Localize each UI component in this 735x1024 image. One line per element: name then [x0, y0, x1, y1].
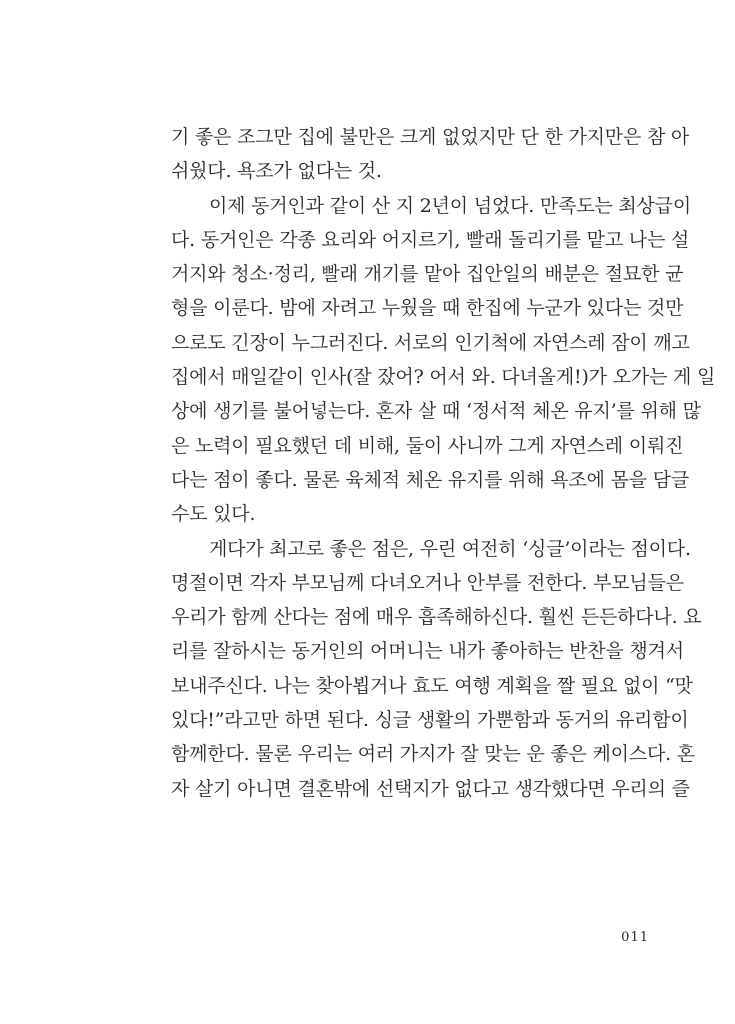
text-line: 거지와 청소·정리, 빨래 개기를 맡아 집안일의 배분은 절묘한 균 — [171, 263, 684, 286]
page-number: 011 — [621, 930, 649, 945]
text-line: 형을 이룬다. 밤에 자려고 누웠을 때 한집에 누군가 있다는 것만 — [171, 297, 684, 320]
text-line: 명절이면 각자 부모님께 다녀오거나 안부를 전한다. 부모님들은 — [171, 571, 684, 594]
text-line: 쉬웠다. 욕조가 없다는 것. — [171, 160, 382, 183]
text-line: 다는 점이 좋다. 물론 육체적 체온 유지를 위해 욕조에 몸을 담글 — [171, 468, 690, 491]
body-text — [171, 120, 716, 806]
text-line: 우리가 함께 산다는 점에 매우 흡족해하신다. 훨씬 든든하다나. 요 — [171, 606, 702, 629]
text-line: 집에서 매일같이 인사(잘 잤어? 어서 와. 다녀올게!)가 오가는 게 일 — [171, 366, 716, 389]
text-line: 상에 생기를 불어넣는다. 혼자 살 때 ‘정서적 체온 유지’를 위해 많 — [171, 400, 701, 423]
text-line: 은 노력이 필요했던 데 비해, 둘이 사니까 그게 자연스레 이뤄진 — [171, 434, 684, 457]
text-line: 보내주신다. 나는 찾아뵙거나 효도 여행 계획을 짤 필요 없이 “맛 — [171, 674, 693, 697]
text-line: 함께한다. 물론 우리는 여러 가지가 잘 맞는 운 좋은 케이스다. 혼 — [171, 743, 695, 766]
text-line: 리를 잘하시는 동거인의 어머니는 내가 좋아하는 반찬을 챙겨서 — [171, 640, 684, 663]
text-line: 수도 있다. — [171, 503, 256, 526]
text-line: 이제 동거인과 같이 산 지 2년이 넘었다. 만족도는 최상급이 — [209, 194, 691, 217]
text-line: 있다!”라고만 하면 된다. 싱글 생활의 가뿐함과 동거의 유리함이 — [171, 709, 689, 732]
text-line: 게다가 최고로 좋은 점은, 우린 여전히 ‘싱글’이라는 점이다. — [209, 537, 691, 560]
text-line: 자 살기 아니면 결혼밖에 선택지가 없다고 생각했다면 우리의 즐 — [171, 777, 690, 800]
text-line: 기 좋은 조그만 집에 불만은 크게 없었지만 단 한 가지만은 참 아 — [171, 126, 690, 148]
text-line: 으로도 긴장이 누그러진다. 서로의 인기척에 자연스레 잠이 깨고 — [171, 331, 690, 354]
text-line: 다. 동거인은 각종 요리와 어지르기, 빨래 돌리기를 맡고 나는 설 — [171, 228, 690, 251]
